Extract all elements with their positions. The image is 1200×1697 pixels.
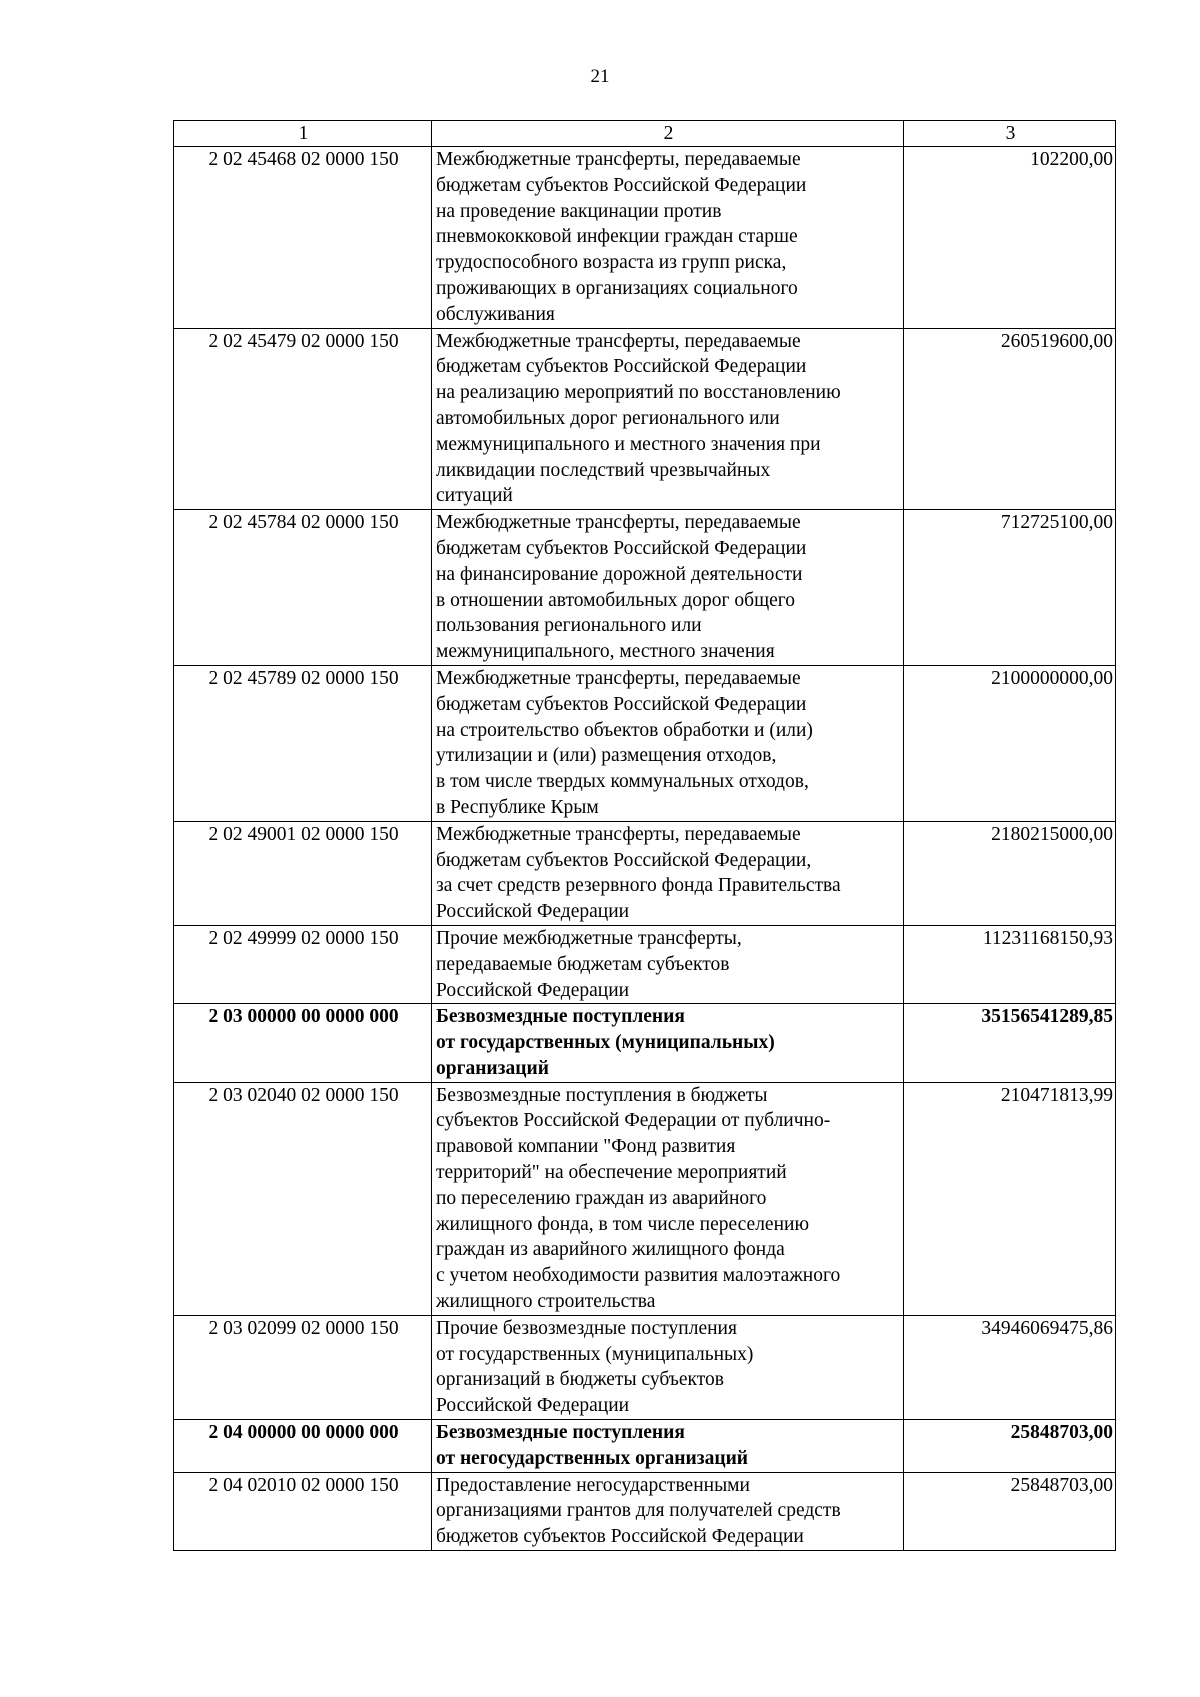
description-line: пользования регионального или (436, 615, 702, 637)
description-line: в Республике Крым (436, 796, 599, 818)
description-line: бюджетам субъектов Российской Федерации, (436, 849, 812, 871)
revenue-description (432, 1004, 904, 1082)
budget-classification-code: 2 03 02040 02 0000 150 (174, 1082, 432, 1315)
description-line: межмуниципального, местного значения (436, 641, 775, 663)
description-line: Прочие межбюджетные трансферты, (436, 927, 742, 949)
budget-classification-code: 2 04 02010 02 0000 150 (174, 1472, 432, 1550)
description-line: по переселению граждан из аварийного (436, 1187, 767, 1209)
budget-classification-code: 2 02 45479 02 0000 150 (174, 328, 432, 510)
description-line: организаций в бюджеты субъектов (436, 1369, 724, 1391)
table-row (174, 1004, 1116, 1082)
description-line: межмуниципального и местного значения при (436, 433, 821, 455)
description-line: жилищного фонда, в том числе переселению (436, 1213, 810, 1235)
revenue-description (432, 1082, 904, 1315)
revenue-description (432, 510, 904, 666)
revenue-description (432, 1420, 904, 1473)
revenue-description (432, 147, 904, 329)
description-line: ситуаций (436, 485, 513, 507)
budget-classification-code: 2 02 45789 02 0000 150 (174, 665, 432, 821)
budget-classification-code: 2 03 02099 02 0000 150 (174, 1315, 432, 1419)
revenue-description (432, 821, 904, 925)
description-line: трудоспособного возраста из групп риска, (436, 252, 787, 274)
revenue-description (432, 1315, 904, 1419)
amount-value: 260519600,00 (904, 328, 1116, 510)
description-line: Межбюджетные трансферты, передаваемые (436, 823, 801, 845)
description-line: бюджетов субъектов Российской Федерации (436, 1526, 804, 1548)
table-row (174, 510, 1116, 666)
description-line: проживающих в организациях социального (436, 277, 798, 299)
table-row (174, 925, 1116, 1003)
description-line: на финансирование дорожной деятельности (436, 563, 803, 585)
column-header-amount: 3 (904, 121, 1116, 147)
description-line: автомобильных дорог регионального или (436, 407, 780, 429)
column-header-code: 1 (174, 121, 432, 147)
description-line: правовой компании "Фонд развития (436, 1136, 736, 1158)
amount-value: 712725100,00 (904, 510, 1116, 666)
description-line: граждан из аварийного жилищного фонда (436, 1239, 785, 1261)
description-line: Межбюджетные трансферты, передаваемые (436, 512, 801, 534)
table-row (174, 1315, 1116, 1419)
table-body (174, 147, 1116, 1551)
description-line: Прочие безвозмездные поступления (436, 1317, 737, 1339)
description-line: организаций (436, 1057, 549, 1079)
page-number: 21 (590, 66, 610, 87)
description-line: Межбюджетные трансферты, передаваемые (436, 330, 801, 352)
description-line: с учетом необходимости развития малоэтажного (436, 1265, 841, 1287)
description-line: в отношении автомобильных дорог общего (436, 589, 796, 611)
budget-classification-code: 2 02 49001 02 0000 150 (174, 821, 432, 925)
description-line: бюджетам субъектов Российской Федерации (436, 693, 807, 715)
description-line: Российской Федерации (436, 901, 630, 923)
amount-value: 35156541289,85 (904, 1004, 1116, 1082)
description-line: субъектов Российской Федерации от публично- (436, 1110, 831, 1132)
description-line: от государственных (муниципальных) (436, 1032, 775, 1054)
description-line: утилизации и (или) размещения отходов, (436, 745, 777, 767)
table-row (174, 147, 1116, 329)
description-line: обслуживания (436, 303, 555, 325)
description-line: передаваемые бюджетам субъектов (436, 953, 730, 975)
description-line: бюджетам субъектов Российской Федерации (436, 174, 807, 196)
budget-classification-code: 2 04 00000 00 0000 000 (174, 1420, 432, 1473)
description-line: Межбюджетные трансферты, передаваемые (436, 149, 801, 170)
table-row (174, 1420, 1116, 1473)
description-line: на проведение вакцинации против (436, 200, 722, 222)
description-line: территорий" на обеспечение мероприятий (436, 1162, 787, 1184)
table-row (174, 328, 1116, 510)
description-line: пневмококковой инфекции граждан старше (436, 226, 798, 248)
description-line: Безвозмездные поступления в бюджеты (436, 1084, 768, 1106)
description-line: ликвидации последствий чрезвычайных (436, 459, 771, 481)
column-header-description: 2 (432, 121, 904, 147)
description-line: на строительство объектов обработки и (или) (436, 719, 813, 741)
description-line: в том числе твердых коммунальных отходов, (436, 771, 809, 793)
budget-classification-code: 2 02 49999 02 0000 150 (174, 925, 432, 1003)
description-line: жилищного строительства (436, 1291, 656, 1313)
table-row (174, 821, 1116, 925)
description-line: бюджетам субъектов Российской Федерации (436, 356, 807, 378)
revenue-description (432, 1472, 904, 1550)
description-line: Межбюджетные трансферты, передаваемые (436, 667, 801, 689)
description-line: Безвозмездные поступления (436, 1006, 685, 1028)
table-header-row (174, 121, 1116, 147)
description-line: от негосударственных организаций (436, 1447, 749, 1469)
budget-classification-code: 2 02 45468 02 0000 150 (174, 147, 432, 329)
description-line: за счет средств резервного фонда Правительства (436, 875, 841, 897)
description-line: организациями грантов для получателей средств (436, 1500, 841, 1522)
description-line: бюджетам субъектов Российской Федерации (436, 537, 807, 559)
table-row (174, 1472, 1116, 1550)
amount-value: 210471813,99 (904, 1082, 1116, 1315)
table-row (174, 665, 1116, 821)
description-line: Предоставление негосударственными (436, 1474, 750, 1496)
amount-value: 25848703,00 (904, 1472, 1116, 1550)
amount-value: 34946069475,86 (904, 1315, 1116, 1419)
budget-revenue-table (173, 120, 1116, 1551)
amount-value: 2180215000,00 (904, 821, 1116, 925)
description-line: Российской Федерации (436, 979, 630, 1001)
amount-value: 2100000000,00 (904, 665, 1116, 821)
amount-value: 11231168150,93 (904, 925, 1116, 1003)
amount-value: 102200,00 (904, 147, 1116, 329)
description-line: от государственных (муниципальных) (436, 1343, 754, 1365)
description-line: Российской Федерации (436, 1395, 630, 1417)
description-line: на реализацию мероприятий по восстановлению (436, 382, 841, 404)
table-row (174, 1082, 1116, 1315)
revenue-description (432, 665, 904, 821)
budget-classification-code: 2 03 00000 00 0000 000 (174, 1004, 432, 1082)
amount-value: 25848703,00 (904, 1420, 1116, 1473)
revenue-description (432, 925, 904, 1003)
revenue-description (432, 328, 904, 510)
budget-classification-code: 2 02 45784 02 0000 150 (174, 510, 432, 666)
description-line: Безвозмездные поступления (436, 1422, 685, 1444)
